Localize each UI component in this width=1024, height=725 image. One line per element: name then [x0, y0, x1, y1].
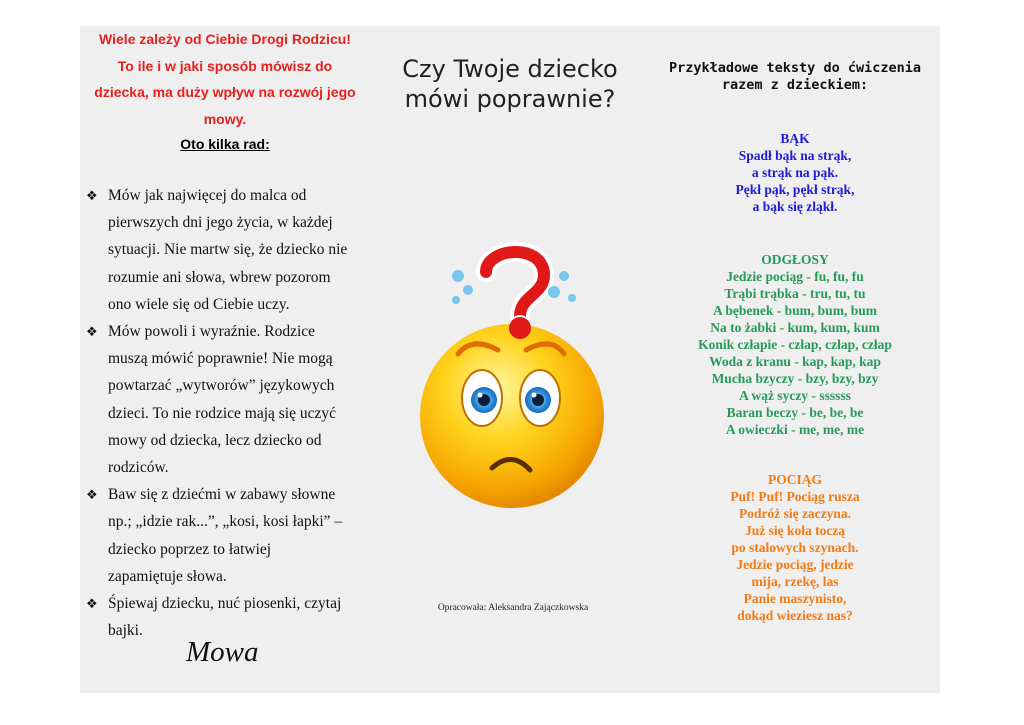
exercises-heading — [650, 60, 940, 94]
poem-line: Konik człapie - człap, człap, człap — [698, 337, 892, 352]
tip-item — [80, 481, 370, 590]
poem-line: Już się koła toczą — [744, 523, 846, 538]
heading-line: razem z dzieckiem: — [721, 77, 869, 93]
tip-line: Śpiewaj dziecku, nuć piosenki, czytaj — [108, 595, 342, 613]
tip-line: Mów jak najwięcej do malca od — [108, 187, 307, 204]
title-line: mówi poprawnie? — [404, 85, 616, 113]
poem-line: Baran beczy - be, be, be — [726, 405, 864, 420]
poem-line: A bębenek - bum, bum, bum — [713, 303, 877, 318]
diamond-bullet-icon: ❖ — [86, 324, 98, 340]
tip-line: rodziców. — [108, 459, 169, 477]
poem-line: Panie maszynisto, — [743, 591, 847, 606]
poem-line: a bąk się zląkł. — [752, 199, 838, 214]
title-line: Czy Twoje dziecko — [402, 55, 618, 83]
heading-line: Przykładowe teksty do ćwiczenia — [669, 60, 921, 76]
poem-title: POCIĄG — [768, 472, 822, 487]
footer-word: Mowa — [186, 636, 259, 668]
intro-line: To ile i w jaki sposób mówisz do — [117, 57, 333, 74]
tip-line: sytuacji. Nie martw się, że dziecko nie — [108, 241, 348, 259]
poem-line: a strąk na pąk. — [751, 165, 839, 180]
poem-line: Na to żabki - kum, kum, kum — [710, 320, 880, 335]
tip-line: dzieci. To nie rodzice mają się uczyć — [108, 404, 337, 422]
poem-title: ODGŁOSY — [761, 252, 829, 267]
poem-pociag — [650, 471, 940, 624]
tip-line: muszą mówić poprawnie! Nie mogą — [108, 350, 333, 368]
tip-line: zapamiętuje słowa. — [108, 567, 227, 585]
tip-line: powtarzać „wytworów” językowych — [108, 377, 335, 395]
tip-item — [80, 182, 370, 318]
author-credit: Opracowała: Aleksandra Zajączkowska — [437, 603, 589, 613]
intro-text — [80, 26, 370, 132]
poem-line: po stalowych szynach. — [731, 540, 859, 555]
tip-line: pierwszych dni jego życia, w każdej — [108, 214, 333, 232]
tip-line: np.; „idzie rak...”, „kosi, kosi łapki” – — [108, 513, 343, 531]
poem-line: Spadł bąk na strąk, — [738, 148, 852, 163]
poem-line: dokąd wieziesz nas? — [737, 608, 853, 623]
tip-line: Baw się z dziećmi w zabawy słowne — [108, 486, 336, 504]
tip-line: rozumie ani słowa, wbrew pozorom — [108, 268, 331, 286]
poem-bak — [650, 130, 940, 215]
tips-list — [80, 182, 370, 644]
intro-line: dziecka, ma duży wpływ na rozwój jego — [94, 84, 356, 100]
poem-line: Pękł pąk, pękł strąk, — [735, 182, 855, 197]
tip-line: bajki. — [108, 622, 143, 640]
poem-line: A owieczki - me, me, me — [725, 422, 865, 437]
page-title — [380, 54, 640, 114]
tip-item — [80, 318, 370, 481]
poem-line: Woda z kranu - kap, kap, kap — [709, 354, 881, 369]
poem-line: Podróż się zaczyna. — [738, 506, 852, 521]
advice-heading: Oto kilka rad: — [180, 136, 270, 152]
tip-line: mowy od dziecka, lecz dziecko od — [108, 431, 322, 449]
intro-line: Wiele zależy od Ciebie Drogi Rodzicu! — [99, 31, 351, 47]
poem-line: Puf! Puf! Pociąg rusza — [730, 489, 860, 504]
poem-line: Jedzie pociąg, jedzie — [736, 557, 854, 572]
poem-line: A wąż syczy - ssssss — [739, 388, 851, 403]
poem-title: BĄK — [780, 131, 810, 146]
tip-line: dziecko poprzez to łatwiej — [108, 540, 272, 558]
diamond-bullet-icon: ❖ — [86, 596, 98, 612]
poem-line: mija, rzekę, las — [751, 574, 839, 589]
diamond-bullet-icon: ❖ — [86, 487, 98, 503]
poem-line: Mucha bzyczy - bzy, bzy, bzy — [711, 371, 879, 386]
intro-line: mowy. — [203, 110, 247, 127]
exercises-column — [650, 60, 940, 624]
poem-line: Jedzie pociąg - fu, fu, fu — [726, 269, 864, 284]
tip-line: Mów powoli i wyraźnie. Rodzice — [108, 323, 316, 341]
poem-odglosy — [650, 251, 940, 438]
diamond-bullet-icon: ❖ — [86, 188, 98, 203]
poem-line: Trąbi trąbka - tru, tu, tu — [724, 286, 866, 301]
confused-face-question-mark-icon — [412, 238, 612, 508]
tip-line: ono wiele się od Ciebie uczy. — [108, 295, 290, 313]
advice-column — [80, 26, 370, 644]
